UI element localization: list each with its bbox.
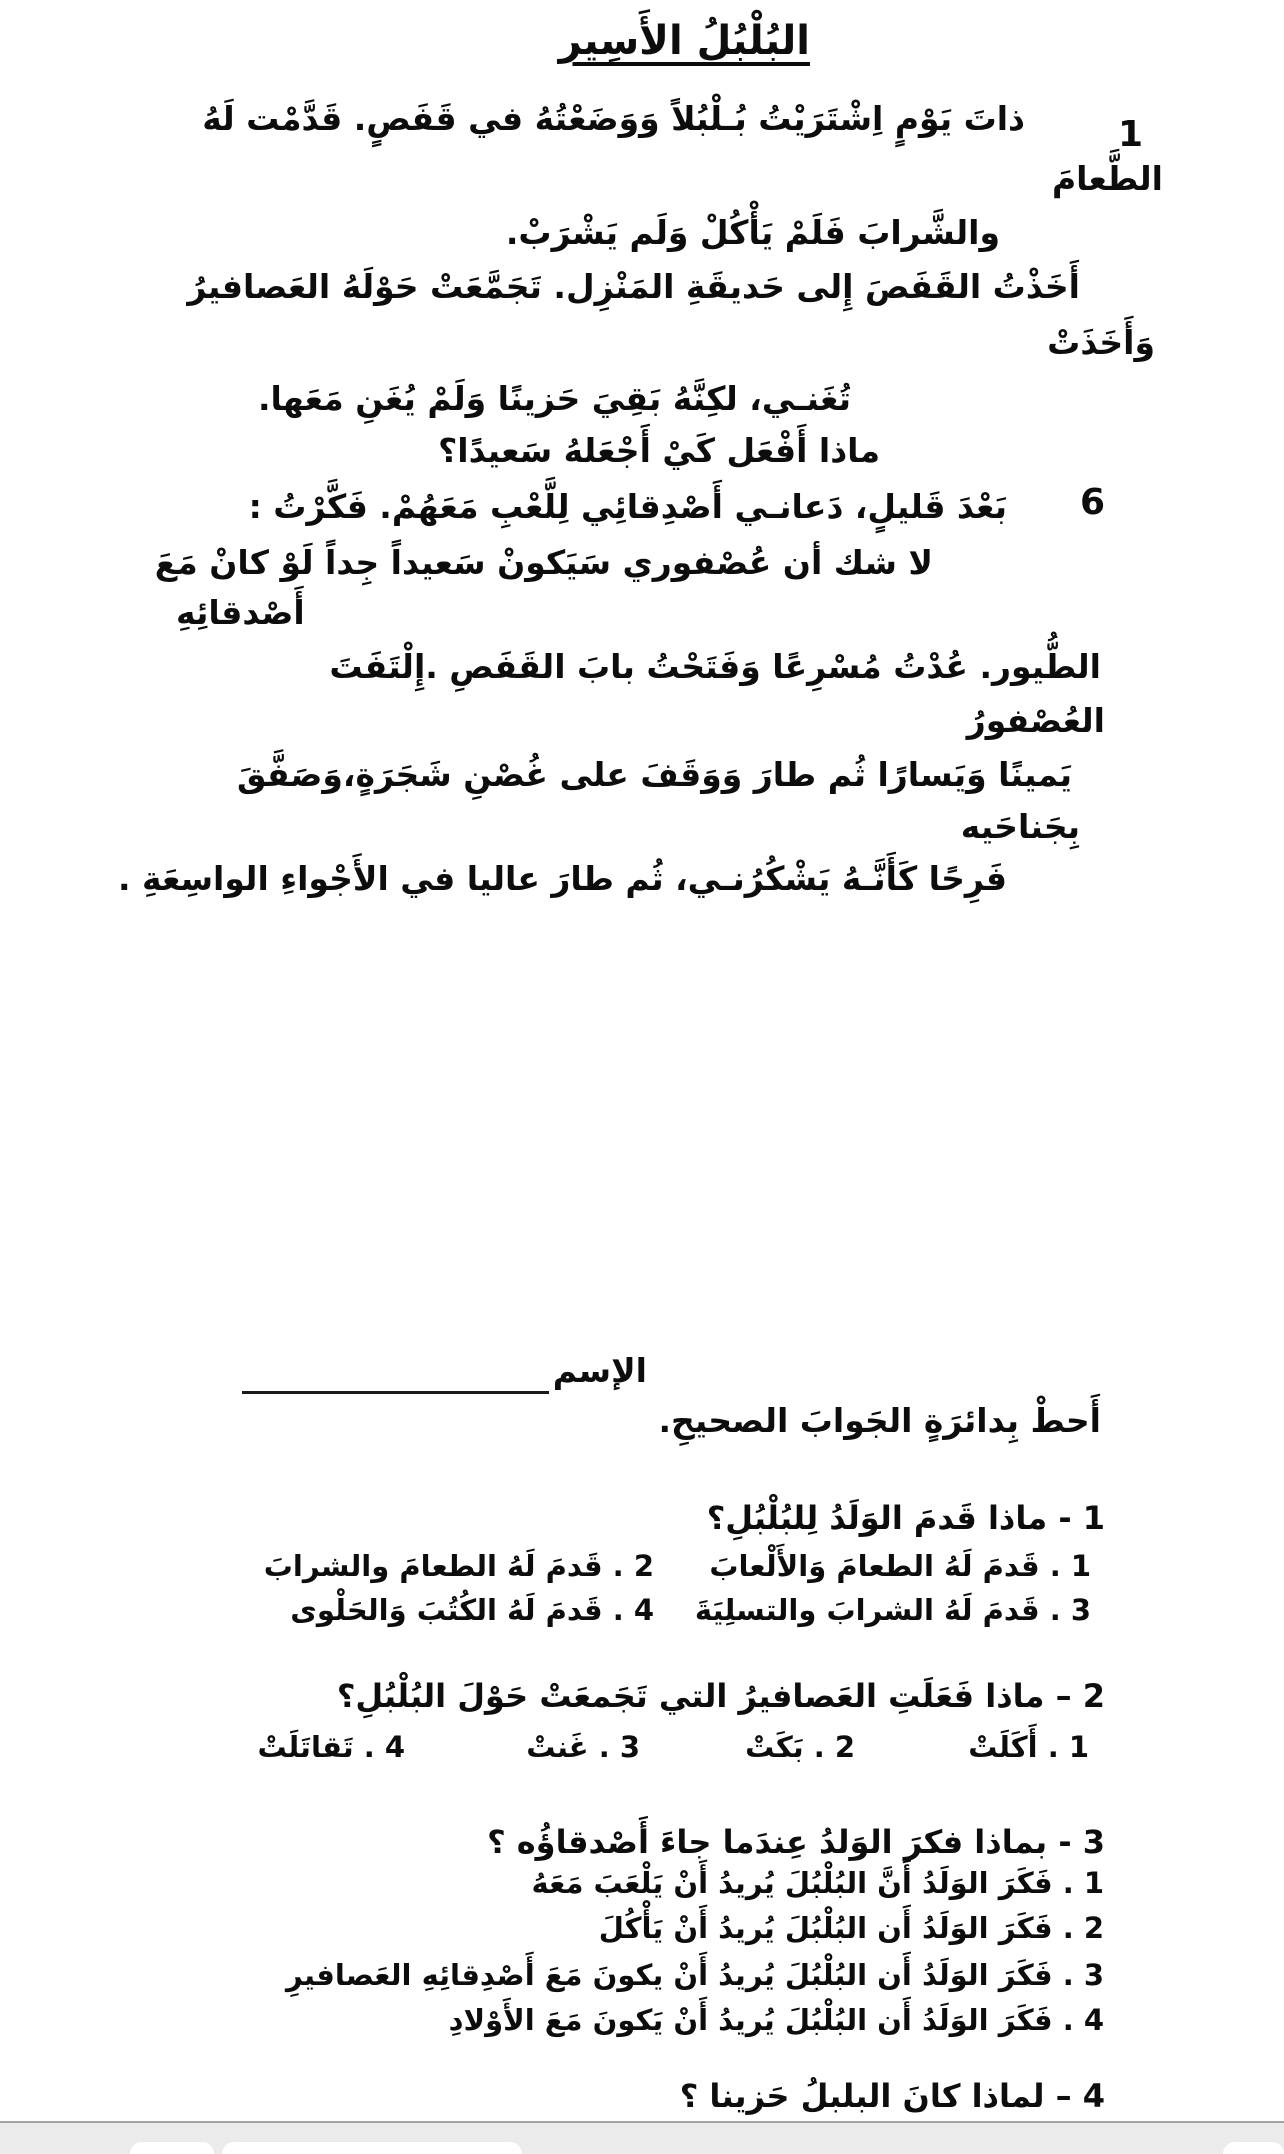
story-line: تُغَنـي، لكِنَّهُ بَقِيَ حَزينًا وَلَمْ يُغَنِ مَعَها. [257,379,851,418]
question-1-text: 1 - ماذا قَدمَ الوَلَدُ لِلبُلْبُلِ؟ [706,1499,1105,1537]
question-2-option-3[interactable]: 3 . غَنتْ [526,1730,640,1764]
story-line: وَأَخَذَتْ [1047,323,1155,362]
story-line: العُصْفورُ [966,701,1105,740]
question-1-option-1[interactable]: 1 . قَدمَ لَهُ الطعامَ وَالأَلْعابَ [709,1549,1091,1583]
story-line: والشَّرابَ فَلَمْ يَأْكُلْ وَلَم يَشْرَبْ. [505,213,1000,252]
question-4-text: 4 – لماذا كانَ البلبلُ حَزينا ؟ [679,2077,1105,2115]
story-line: لا شك أن عُصْفوري سَيَكونْ سَعيداً جِداً لَوْ كانْ مَعَ [154,543,933,582]
story-line: ذاتَ يَوْمٍ اِشْتَرَيْتُ بُـلْبُلاً وَوَضَعْتُهُ في قَفَصٍ. قَدَّمْت لَهُ [202,99,1025,138]
name-blank-line[interactable] [242,1391,549,1394]
question-1-option-2[interactable]: 2 . قَدمَ لَهُ الطعامَ والشرابَ [263,1549,654,1583]
instruction: أَحطْ بِدائرَةٍ الجَوابَ الصحيحِ. [658,1401,1101,1440]
question-2-option-4[interactable]: 4 . تَقاتَلَتْ [257,1730,405,1764]
question-3-option-2[interactable]: 2 . فَكَرَ الوَلَدُ أَن البُلْبُلَ يُريدُ أَنْ يَأْكُلَ [598,1911,1104,1945]
question-2-text: 2 – ماذا فَعَلَتِ العَصافيرُ التي تَجَمعَتْ حَوْلَ البُلْبُلِ؟ [336,1677,1105,1715]
story-line: الطَّعامَ [1051,159,1163,198]
question-1-option-3[interactable]: 3 . قَدمَ لَهُ الشرابَ والتسلِيَةَ [694,1593,1091,1627]
question-3-option-4[interactable]: 4 . فَكَرَ الوَلَدُ أَن البُلْبُلَ يُريدُ أَنْ يَكونَ مَعَ الأَوْلادِ [448,2003,1104,2037]
story-line: بَعْدَ قَليلٍ، دَعانـي أَصْدِقائِي لِلَّعْبِ مَعَهُمْ. فَكَّرْتُ : [248,487,1007,526]
bottom-bar [0,2123,1284,2154]
keyboard-key[interactable] [130,2142,214,2154]
paragraph-number-1: 1 [1117,114,1143,155]
question-1-option-4[interactable]: 4 . قَدمَ لَهُ الكُتُبَ وَالحَلْوى [290,1593,654,1627]
story-line: فَرِحًا كَأَنَّـهُ يَشْكُرُنـي، ثُم طارَ عاليا في الأَجْواءِ الواسِعَةِ . [117,859,1007,898]
question-3-text: 3 - بماذا فكرَ الوَلدُ عِندَما جاءَ أَصْدقاؤُه ؟ [487,1823,1105,1861]
question-3-option-1[interactable]: 1 . فَكَرَ الوَلَدُ أَنَّ البُلْبُلَ يُريدُ أَنْ يَلْعَبَ مَعَهُ [531,1866,1104,1900]
question-2-option-1[interactable]: 1 . أَكَلَتْ [968,1730,1089,1764]
story-line: أَصْدقائِهِ [176,593,305,632]
story-line: يَمينًا وَيَسارًا ثُم طارَ وَوَقَفَ على غُصْنِ شَجَرَةٍ،وَصَفَّقَ [237,755,1072,794]
question-3-option-3[interactable]: 3 . فَكَرَ الوَلَدُ أَن البُلْبُلَ يُريدُ أَنْ يكونَ مَعَ أَصْدِقائِهِ العَصافيرِ [285,1958,1104,1992]
keyboard-key[interactable] [222,2142,522,2154]
story-line: ماذا أَفْعَل كَيْ أَجْعَلهُ سَعيدًا؟ [438,431,880,470]
keyboard-key[interactable] [1223,2142,1284,2154]
paragraph-number-6: 6 [1079,482,1105,523]
name-label: الإسم [552,1351,647,1390]
story-line: الطُّيور. عُدْتُ مُسْرِعًا وَفَتَحْتُ بابَ القَفَصِ .إِلْتَفَتَ [329,647,1101,686]
story-line: بِجَناحَيه [960,807,1080,846]
document-title: البُلْبُلُ الأَسِير [558,18,810,64]
story-line: أَخَذْتُ القَفَصَ إِلى حَديقَةِ المَنْزِل. تَجَمَّعَتْ حَوْلَهُ العَصافيرُ [187,267,1080,306]
question-2-option-2[interactable]: 2 . بَكَتْ [745,1730,855,1764]
